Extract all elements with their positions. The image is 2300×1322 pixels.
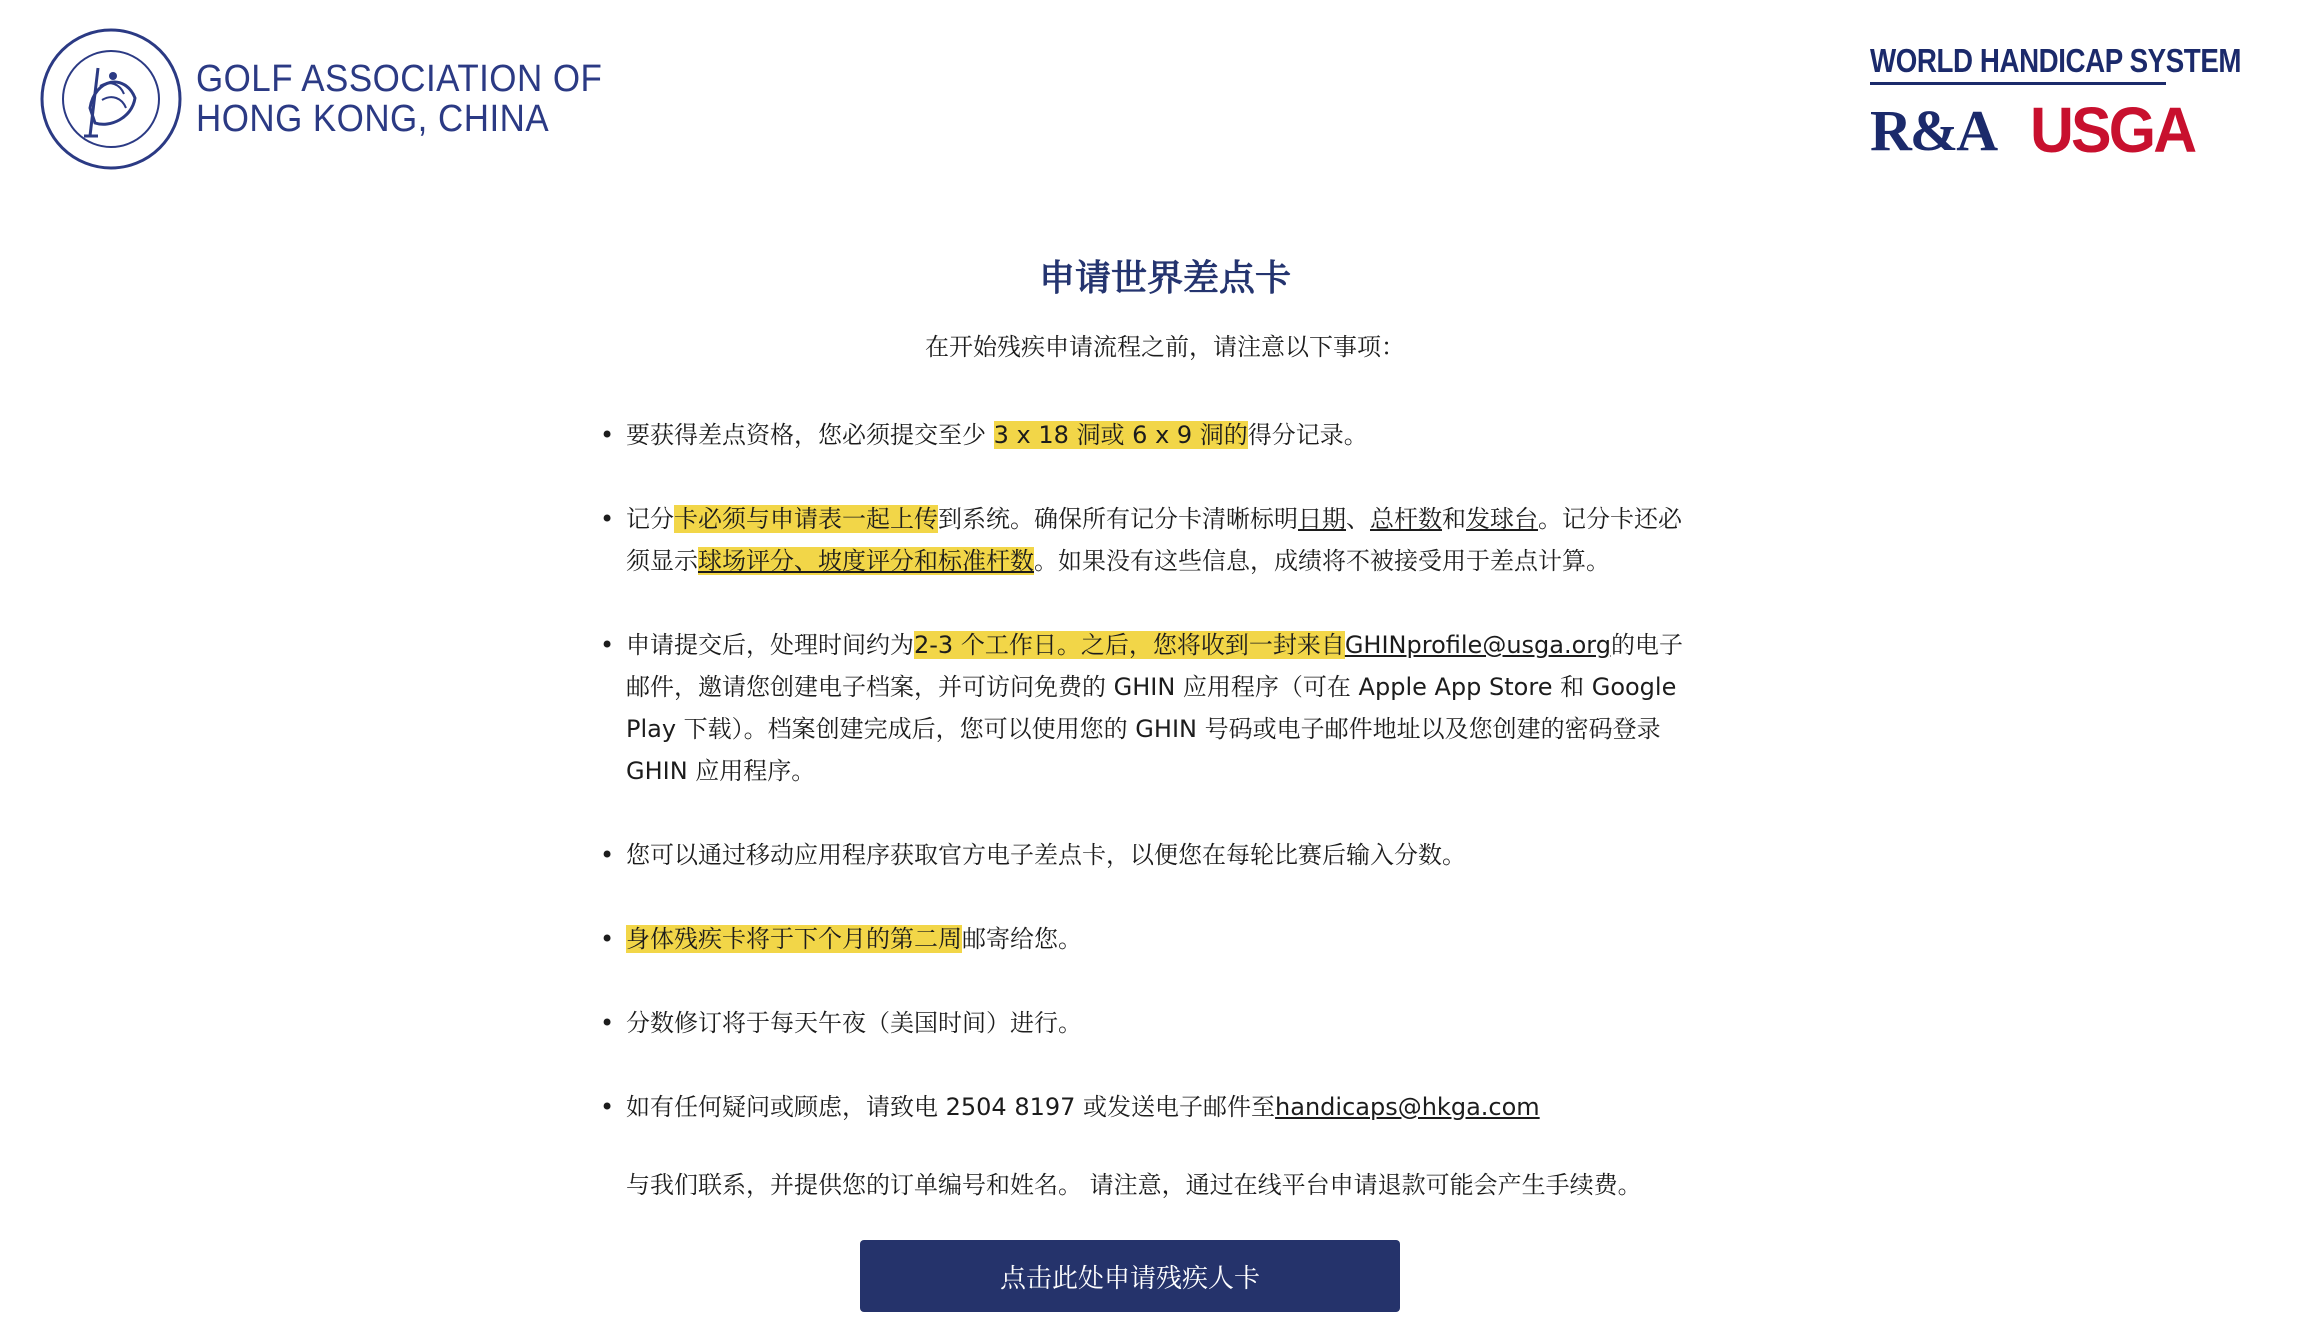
list-item [600, 414, 1690, 456]
ghin-email-link[interactable]: GHINprofile@usga.org [1344, 631, 1611, 659]
item-text: 。记分卡还必须显示 [626, 505, 1682, 575]
underlined-text: 发球台 [1466, 505, 1538, 533]
page-header [0, 0, 2300, 200]
contact-note: 与我们联系，并提供您的订单编号和姓名。 请注意，通过在线平台申请退款可能会产生手续费。 [626, 1171, 1642, 1199]
whs-title: WORLD HANDICAP SYSTEM [1870, 42, 2242, 79]
underlined-text: 总杆数 [1370, 505, 1442, 533]
item-text: 、 [1346, 505, 1370, 533]
list-item [600, 624, 1690, 792]
list-item [600, 918, 1690, 960]
highlight-text: 卡必须与申请表一起上传 [674, 505, 938, 533]
whs-logo[interactable] [1870, 42, 2242, 167]
underlined-text: 日期 [1298, 505, 1346, 533]
list-item [600, 1086, 1690, 1128]
list-item [600, 834, 1690, 876]
item-text: 邮寄给您。 [962, 925, 1082, 953]
requirements-list [600, 414, 1690, 1128]
hkga-logo[interactable] [40, 28, 638, 170]
ra-logo: R&A [1870, 97, 1997, 163]
highlight-text: 2-3 个工作日。之后，您将收到一封来自 [914, 631, 1345, 659]
usga-logo: USGA [2030, 94, 2195, 166]
partner-logos [1870, 93, 2195, 167]
list-item [600, 1002, 1690, 1044]
item-text: 。如果没有这些信息，成绩将不被接受用于差点计算。 [1034, 547, 1610, 575]
apply-card-button[interactable]: 点击此处申请残疾人卡 [860, 1240, 1400, 1312]
item-text: 的电子邮件，邀请您创建电子档案，并可访问免费的 GHIN 应用程序（可在 Apple App Store 和 Google Play 下载）。档案创建完成后，您可以使用您的 GHIN 号码或电子邮件地址以及您创建的密码登录 GHIN 应用程序。 [626, 631, 1683, 785]
item-text: 分数修订将于每天午夜（美国时间）进行。 [626, 1009, 1082, 1037]
list-item [600, 498, 1690, 582]
item-text: 要获得差点资格，您必须提交至少 [626, 421, 994, 449]
handicaps-email-link[interactable]: handicaps@hkga.com [1275, 1093, 1540, 1121]
highlight-text: 球场评分、坡度评分和标准杆数 [698, 547, 1034, 575]
highlight-text: 3 x 18 洞或 6 x 9 洞的 [993, 421, 1248, 449]
item-text: 和 [1442, 505, 1466, 533]
item-text: 到系统。确保所有记分卡清晰标明 [938, 505, 1298, 533]
intro-text: 在开始残疾申请流程之前，请注意以下事项： [925, 333, 1405, 361]
item-text: 申请提交后，处理时间约为 [626, 631, 914, 659]
highlight-text: 身体残疾卡将于下个月的第二周 [626, 925, 962, 953]
hkga-seal-icon [40, 28, 182, 170]
item-text: 您可以通过移动应用程序获取官方电子差点卡，以便您在每轮比赛后输入分数。 [626, 841, 1466, 869]
whs-divider [1870, 82, 2166, 85]
item-text: 如有任何疑问或顾虑，请致电 2504 8197 或发送电子邮件至 [626, 1093, 1276, 1121]
page-title: 申请世界差点卡 [1038, 258, 1291, 299]
org-name-line1: GOLF ASSOCIATION OF [196, 58, 603, 100]
org-name-line2: HONG KONG, CHINA [196, 98, 550, 140]
main-content [600, 250, 1690, 1206]
item-text: 得分记录。 [1247, 421, 1368, 449]
item-text: 记分 [626, 505, 674, 533]
